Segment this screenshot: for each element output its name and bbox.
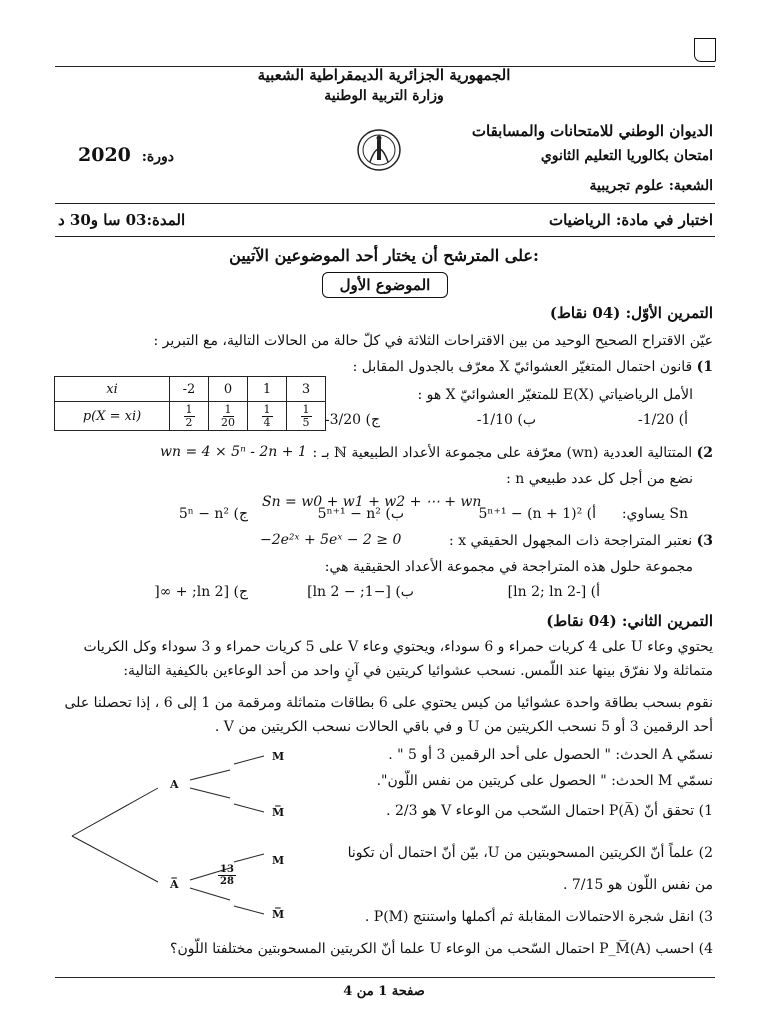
- q1-option-a: أ) 1/20-: [638, 412, 688, 428]
- session-label: دورة:: [141, 149, 175, 165]
- table-cell: 3: [287, 377, 326, 402]
- ex2-paragraph1-line2: متماثلة ولا نفرّق بينها عند اللّمس. نسحب عشوائيا كريتين في آنٍ واحد من أحد الوعاءين بالكيفية التالية:: [123, 663, 713, 679]
- event-m-definition: نسمّي M الحدث: " الحصول على كريتين من نفس اللّون".: [376, 773, 713, 789]
- q2-formula: wn = 4 × 5ⁿ - 2n + 1: [160, 444, 307, 460]
- ex2-question-4: 4) احسب P_M̅(A) احتمال السّحب من الوعاء U علما أنّ الكريتين المسحوبتين مختلفتا اللّون؟: [170, 941, 713, 957]
- q1-option-c: ج) 3/20-: [324, 412, 380, 428]
- probability-tree: [60, 750, 300, 930]
- q2-ask: Sn يساوي:: [621, 506, 688, 522]
- q2-line2: نضع من أجل كل عدد طبيعي n :: [506, 471, 693, 487]
- q2-option-c: ج) 5ⁿ − n²: [178, 506, 248, 522]
- q2-statement: المتتالية العددية (wn) معرّفة على مجموعة الأعداد الطبيعية ℕ بـ :: [312, 445, 693, 461]
- session-year: 2020: [78, 144, 131, 166]
- ex2-question-2-line1: 2) علماً أنّ الكريتين المسحوبتين من U، بيّن أنّ احتمال أن تكونا: [347, 845, 713, 861]
- table-cell: $\frac{1}{2}$: [170, 402, 209, 431]
- q3-option-b: ب) [−1; − ln 2]: [307, 584, 414, 600]
- tree-node-a-bar: A̅: [170, 878, 179, 891]
- tree-node-mbar-upper: M̅: [272, 806, 285, 819]
- event-a-definition: نسمّي A الحدث: " الحصول على أحد الرقمين 3 أو 5 " .: [388, 747, 713, 763]
- table-cell: -2: [170, 377, 209, 402]
- duration: المدة:03 سا و30 د: [58, 211, 186, 229]
- ex2-paragraph2-line2: أحد الرقمين 3 أو 5 نسحب الكريتين من U و في باقي الحالات نسحب الكريتين من V .: [214, 719, 713, 735]
- tree-node-m-lower: M: [272, 854, 285, 867]
- tree-node-a: A: [170, 778, 179, 791]
- ex2-paragraph1-line1: يحتوي وعاء U على 4 كريات حمراء و 6 سوداء، ويحتوي وعاء V على 5 كريات حمراء و 3 سوداء وكل الكريات: [83, 639, 713, 655]
- subject: اختبار في مادة: الرياضيات: [548, 211, 713, 229]
- table-cell: $\frac{1}{20}$: [209, 402, 248, 431]
- q3-option-a: أ) [-ln 2; ln 2]: [507, 584, 600, 600]
- table-cell: 0: [209, 377, 248, 402]
- page-footer: صفحة 1 من 4: [343, 984, 425, 999]
- q3-option-c: ج) [ln 2; + ∞[: [154, 584, 248, 600]
- page-corner-mark: [694, 38, 716, 62]
- instructions: على المترشح أن يختار أحد الموضوعين الآتيين:: [229, 246, 539, 265]
- ex2-question-1: 1) تحقق أنّ P(A̅) احتمال السّحب من الوعاء V هو 2/3 .: [386, 803, 713, 819]
- table-head-p: p(X = xi): [55, 402, 170, 431]
- tree-node-m-upper: M: [272, 750, 285, 763]
- q1-ask: الأمل الرياضياتي E(X) للمتغيّر العشوائيّ X هو :: [417, 387, 693, 403]
- q2-sum: Sn = w0 + w1 + w2 + ⋯ + wn: [262, 494, 482, 510]
- q3-ask: مجموعة حلول هذه المتراجحة في مجموعة الأعداد الحقيقية هي:: [324, 559, 693, 575]
- table-cell: 1: [248, 377, 287, 402]
- q1-number: 1): [696, 359, 713, 375]
- q3-number: 3): [696, 533, 713, 549]
- probability-tree-lines: [60, 750, 300, 930]
- table-head-x: xi: [55, 377, 170, 402]
- session: [78, 144, 174, 166]
- topic-title: الموضوع الأول: [322, 272, 448, 298]
- tree-branch-probability: $\frac{13}{28}$: [220, 864, 234, 887]
- q1-option-b: ب) 1/10-: [476, 412, 536, 428]
- exercise2-title: التمرين الثاني: (04 نقاط): [546, 612, 713, 630]
- table-cell: $\frac{1}{5}$: [287, 402, 326, 431]
- exam-name: امتحان بكالوريا التعليم الثانوي: [540, 148, 713, 164]
- ex2-question-3: 3) انقل شجرة الاحتمالات المقابلة ثم أكملها واستنتج P(M) .: [364, 909, 713, 925]
- ministry-seal-icon: [356, 128, 402, 172]
- exercise1-title: التمرين الأوّل: (04 نقاط): [549, 304, 713, 322]
- ministry-title: وزارة التربية الوطنية: [324, 88, 444, 104]
- q3-formula: −2e²ˣ + 5eˣ − 2 ≥ 0: [260, 532, 402, 548]
- q3-statement: نعتبر المتراجحة ذات المجهول الحقيقي x :: [449, 533, 693, 549]
- tree-node-mbar-lower: M̅: [272, 908, 285, 921]
- stream-name: الشعبة: علوم تجريبية: [589, 178, 713, 194]
- republic-title: الجمهورية الجزائرية الديمقراطية الشعبية: [257, 66, 511, 84]
- table-cell: $\frac{1}{4}$: [248, 402, 287, 431]
- q2-text: [55, 444, 713, 462]
- q2-option-b: ب) 5ⁿ⁺¹ − n²: [317, 506, 404, 522]
- q2-option-a: أ) 5ⁿ⁺¹ − (n + 1)²: [478, 506, 596, 522]
- q2-number: 2): [696, 445, 713, 461]
- q1-statement: قانون احتمال المتغيّر العشوائيّ X معرّف بالجدول المقابل :: [352, 359, 693, 375]
- ex2-question-2-line2: من نفس اللّون هو 7/15 .: [562, 877, 713, 893]
- table-row: [55, 402, 326, 431]
- exercise1-intro: عيّن الاقتراح الصحيح الوحيد من بين الاقتراحات الثلاثة في كلّ حالة من الحالات التالية، مع التبرير :: [153, 333, 713, 349]
- office-name: الديوان الوطني للامتحانات والمسابقات: [471, 122, 713, 140]
- ex2-paragraph2-line1: نقوم بسحب بطاقة واحدة عشوائيا من كيس يحتوي على 6 بطاقات متماثلة ومرقمة من 1 إلى 6 ، إذا تحصلنا على: [64, 695, 713, 711]
- q1-text: [55, 358, 713, 376]
